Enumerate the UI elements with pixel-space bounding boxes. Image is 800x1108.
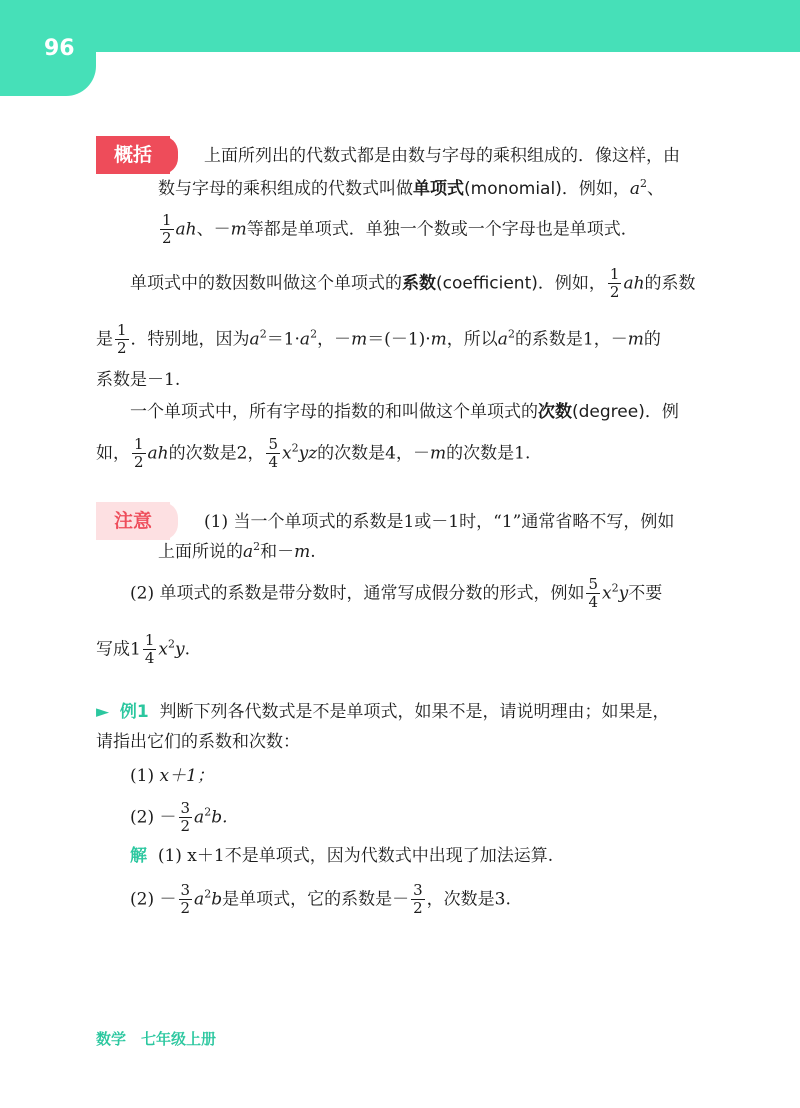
math-var: a: [299, 329, 311, 350]
body-text: .: [184, 639, 190, 660]
item-index: (2): [130, 889, 155, 910]
math-var: ah: [623, 273, 645, 294]
math-var: a: [629, 179, 640, 199]
body-text: 上面所说的: [158, 542, 243, 562]
fraction-den: 2: [117, 339, 127, 358]
body-text: 的: [643, 329, 661, 350]
fraction-den: 2: [180, 899, 191, 918]
math-exp: 2: [167, 637, 175, 651]
body-text: .: [310, 542, 316, 562]
math-var: ah: [175, 219, 197, 240]
body-text: ＝1·: [266, 329, 300, 350]
item-index: (1): [130, 766, 155, 786]
fraction-num: 3: [180, 881, 191, 899]
fraction: [586, 576, 600, 612]
note-line-1: (1) 当一个单项式的系数是1或－1时，“1”通常省略不写，例如: [204, 512, 675, 532]
fraction-num: 1: [134, 435, 144, 453]
math-exp: 2: [204, 887, 212, 901]
body-text: 的系数是1，－: [514, 329, 628, 350]
math-var: x: [282, 443, 292, 464]
footer-book-title: 数学 七年级上册: [96, 1030, 217, 1048]
body-text: 一个单项式中，所有字母的指数的和叫做这个单项式的: [130, 402, 538, 422]
term-coefficient: 系数: [402, 273, 436, 294]
math-var: x: [602, 583, 612, 604]
fraction: [143, 632, 157, 668]
body-text: 和－: [260, 542, 295, 562]
math-var: a: [194, 889, 205, 910]
fraction-den: 4: [268, 453, 279, 472]
body-text: 是: [96, 329, 113, 350]
math-var: m: [627, 329, 644, 350]
body-text: 如，: [96, 443, 130, 464]
summary-line-3: [158, 212, 638, 248]
fraction-num: 5: [268, 435, 279, 453]
fraction-den: 2: [162, 229, 172, 248]
example-item-1: [130, 762, 214, 790]
summary-text: 、: [646, 179, 664, 199]
fraction-num: 3: [413, 881, 423, 899]
math-exp: 2: [639, 177, 647, 190]
note-line-2: [158, 538, 316, 566]
summary-text: 数与字母的乘积组成的代数式叫做: [158, 179, 413, 199]
math-var: x: [158, 639, 168, 660]
math-sign: －: [159, 807, 177, 828]
body-text: 是单项式，它的系数是－: [222, 889, 410, 910]
math-var: a: [243, 542, 254, 562]
body-text: ．特别地，因为: [130, 329, 250, 350]
body-text: 不要: [628, 583, 663, 604]
math-exp: 2: [611, 581, 619, 595]
degree-line-2: [96, 436, 530, 472]
solution-line-2: [130, 882, 511, 918]
fraction-num: 1: [144, 631, 155, 649]
body-text: ＝(－1)·: [367, 329, 431, 350]
math-expr: x＋1；: [159, 766, 214, 786]
fraction: [608, 266, 622, 302]
math-var: yz: [298, 443, 318, 464]
example-label: 例1: [119, 702, 149, 722]
body-text: (degree)．例: [572, 402, 679, 422]
summary-text: (monomial)．例如，: [464, 179, 630, 199]
page-number: 96: [44, 36, 75, 61]
coefficient-line-1: [130, 266, 696, 302]
math-exp: 2: [259, 327, 267, 341]
fraction: [132, 436, 146, 472]
header-band: [0, 0, 800, 52]
summary-tag-tail: [162, 136, 178, 174]
math-var: b.: [211, 807, 228, 828]
summary-line-2: [158, 175, 664, 203]
math-exp: 2: [291, 441, 299, 455]
body-text: 判断下列各代数式是不是单项式，如果不是，请说明理由；如果是，: [159, 702, 670, 722]
fraction-num: 1: [162, 211, 172, 229]
body-text: 写成1: [96, 639, 141, 660]
math-var: m: [430, 329, 447, 350]
body-text: (coefficient)．例如，: [436, 273, 606, 294]
math-var: y: [618, 583, 629, 604]
math-var: a: [194, 807, 205, 828]
note-line-3: [130, 576, 662, 612]
fraction: [411, 882, 425, 918]
fraction-den: 2: [413, 899, 423, 918]
math-var: a: [249, 329, 260, 350]
math-exp: 2: [204, 805, 212, 819]
summary-text: 等都是单项式．单独一个数或一个字母也是单项式．: [246, 219, 638, 240]
summary-line-1: 上面所列出的代数式都是由数与字母的乘积组成的．像这样，由: [204, 146, 680, 166]
body-text: 的次数是4，－: [317, 443, 430, 464]
math-var: m: [230, 219, 247, 240]
item-index: (2): [130, 807, 155, 828]
coefficient-line-2: [96, 322, 661, 358]
body-text: (2) 单项式的系数是带分数时，通常写成假分数的形式，例如: [130, 583, 585, 604]
fraction: [115, 322, 129, 358]
term-monomial: 单项式: [413, 179, 464, 199]
note-line-4: [96, 632, 190, 668]
math-var: m: [351, 329, 368, 350]
solution-label: 解: [130, 846, 147, 866]
fraction: [266, 436, 280, 472]
summary-tag: 概括: [96, 136, 170, 174]
fraction-den: 2: [180, 817, 191, 836]
body-text: 单项式中的数因数叫做这个单项式的: [130, 273, 402, 294]
fraction-den: 4: [588, 593, 599, 612]
solution-line-1: [130, 842, 553, 870]
fraction-den: 2: [134, 453, 144, 472]
fraction-num: 3: [180, 799, 191, 817]
triangle-marker-icon: ►: [96, 702, 110, 722]
summary-text: 、－: [196, 219, 231, 240]
fraction-num: 5: [588, 575, 599, 593]
example-line-1: [96, 698, 670, 726]
math-exp: 2: [310, 327, 318, 341]
body-text: ，次数是3.: [426, 889, 511, 910]
math-sign: －: [159, 889, 177, 910]
math-var: m: [430, 443, 447, 464]
math-var: m: [294, 542, 311, 562]
math-exp: 2: [253, 540, 261, 553]
fraction-den: 4: [144, 649, 155, 668]
example-line-2: 请指出它们的系数和次数：: [96, 732, 300, 752]
degree-line-1: [130, 398, 679, 426]
fraction: [179, 800, 193, 836]
term-degree: 次数: [538, 402, 572, 422]
math-var: y: [174, 639, 185, 660]
body-text: 的系数: [644, 273, 696, 294]
note-tag: 注意: [96, 502, 170, 540]
math-var: ah: [147, 443, 169, 464]
body-text: ，所以: [446, 329, 498, 350]
body-text: 的次数是2，: [168, 443, 265, 464]
fraction-den: 2: [609, 283, 620, 302]
math-exp: 2: [507, 327, 515, 341]
math-var: a: [497, 329, 508, 350]
math-var: b: [211, 889, 223, 910]
body-text: 的次数是1.: [446, 443, 531, 464]
body-text: ，－: [317, 329, 352, 350]
note-tag-tail: [162, 502, 178, 540]
coefficient-line-3: 系数是－1.: [96, 370, 181, 390]
example-item-2: [130, 800, 227, 836]
fraction: [160, 212, 174, 248]
fraction-num: 1: [117, 321, 127, 339]
fraction-num: 1: [609, 265, 620, 283]
body-text: (1) x＋1不是单项式，因为代数式中出现了加法运算.: [157, 846, 554, 866]
fraction: [179, 882, 193, 918]
